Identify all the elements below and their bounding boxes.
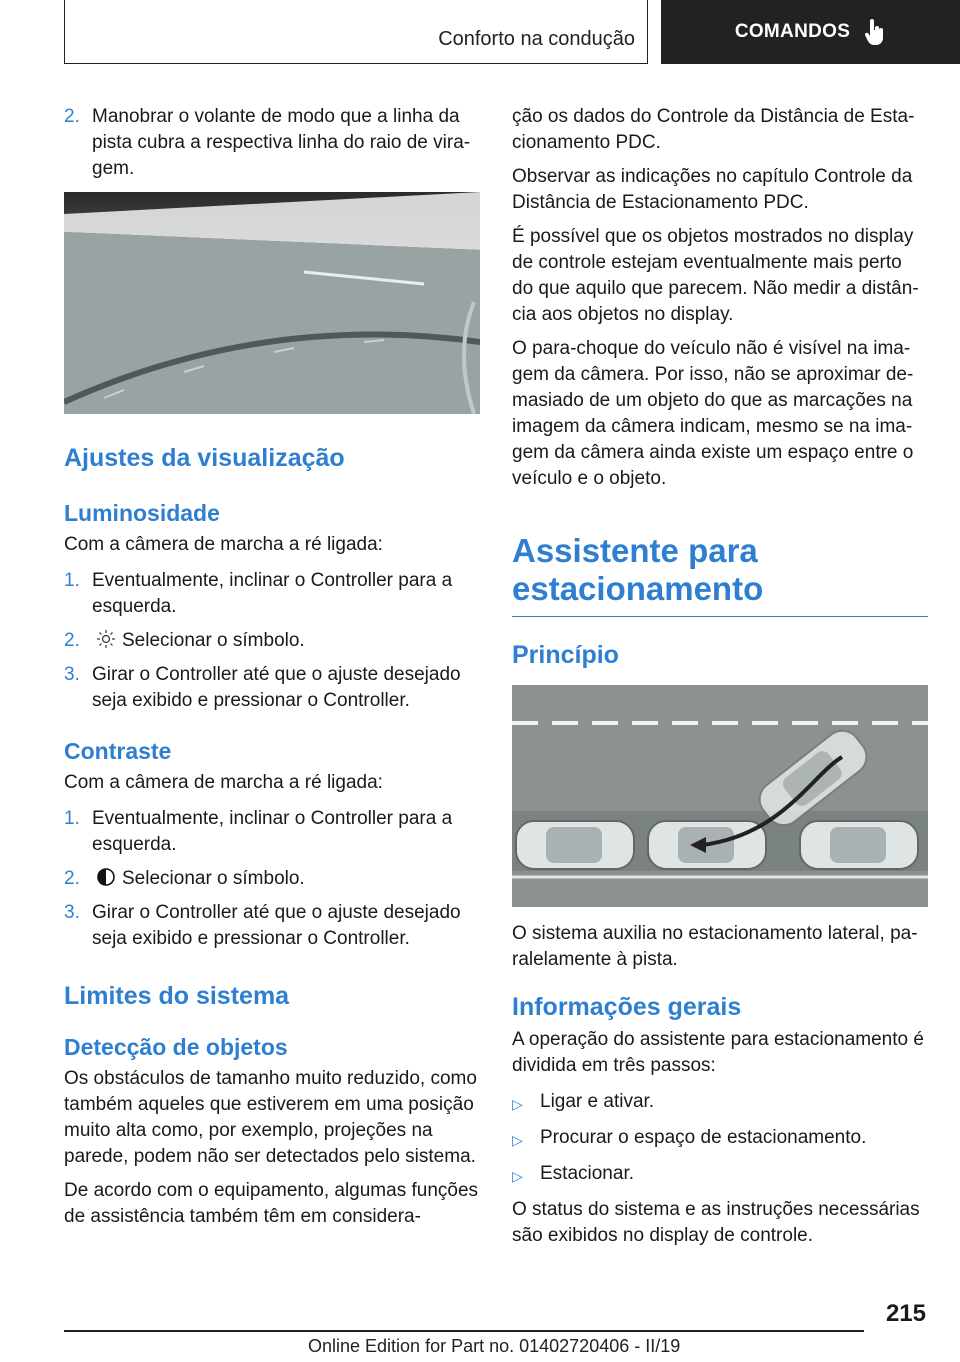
con-step-2 bbox=[64, 866, 480, 892]
status-text: O status do sistema e as instruções necessárias são exibidos no display de controle. bbox=[512, 1199, 920, 1246]
heading-deteccao: Detecção de objetos bbox=[64, 1034, 288, 1060]
info-text: A operação do assistente para estacionamento é dividida em três passos: bbox=[512, 1029, 924, 1076]
objects-paragraph: É possível que os objetos mostrados no display de controle estejam eventualmente mais perto do que aquilo que parecem. Não medir a distância aos objetos no display. bbox=[512, 226, 919, 325]
bullet-item bbox=[512, 1161, 928, 1189]
lum-step-2 bbox=[64, 628, 480, 654]
step-text: Selecionar o símbolo. bbox=[122, 868, 305, 889]
bullet-text: Estacionar. bbox=[540, 1163, 634, 1184]
footer-divider bbox=[64, 1330, 864, 1332]
principio-text: O sistema auxilia no estacionamento lateral, paralelamente à pista. bbox=[512, 923, 918, 970]
parking-assistant-image bbox=[512, 685, 928, 907]
deteccao-paragraph-1: Os obstáculos de tamanho muito reduzido, como também aqueles que estiverem em uma posição muito alta como, por exemplo, projeções na parede, podem não ser detectados pelo sistema. bbox=[64, 1068, 477, 1167]
triangle-bullet-icon: ▷ bbox=[512, 1168, 523, 1184]
step-number: 1. bbox=[64, 808, 80, 829]
heading-principio: Princípio bbox=[512, 641, 619, 669]
chapter-tab[interactable] bbox=[661, 0, 960, 64]
header-section-box bbox=[64, 0, 648, 64]
con-step-1 bbox=[64, 806, 480, 858]
step-number: 2. bbox=[64, 868, 80, 889]
edition-text: Online Edition for Part no. 01402720406 - II/19 bbox=[308, 1336, 681, 1356]
con-step-3 bbox=[64, 900, 480, 952]
bumper-paragraph: O para-choque do veículo não é visível na imagem da câmera. Por isso, não se aproximar demasiado de um objeto do que as marcações na imagem da câmera indicam, mesmo se na imagem da câmera ainda existe um espaço entre o veículo e o objeto. bbox=[512, 338, 914, 489]
step-number: 2. bbox=[64, 106, 80, 127]
heading-luminosidade: Luminosidade bbox=[64, 500, 220, 526]
hand-pointer-icon bbox=[864, 19, 886, 45]
step-text: Eventualmente, inclinar o Controller para a esquerda. bbox=[92, 808, 453, 855]
heading-informacoes: Informações gerais bbox=[512, 993, 742, 1021]
observe-paragraph: Observar as indicações no capítulo Controle da Distância de Estacionamento PDC. bbox=[512, 166, 913, 213]
parked-car-left bbox=[516, 821, 634, 869]
step-item bbox=[64, 104, 480, 182]
step-number: 2. bbox=[64, 630, 80, 651]
bullet-text: Procurar o espaço de estacionamento. bbox=[540, 1127, 867, 1148]
step-text: Manobrar o volante de modo que a linha da pista cubra a respectiva linha do raio de viragem. bbox=[92, 106, 471, 179]
step-text: Eventualmente, inclinar o Controller para a esquerda. bbox=[92, 570, 453, 617]
lum-step-3 bbox=[64, 662, 480, 714]
parking-illustration bbox=[512, 685, 928, 907]
chapter-tab-label: COMANDOS bbox=[734, 21, 851, 42]
bullet-text: Ligar e ativar. bbox=[540, 1091, 655, 1112]
luminosidade-intro: Com a câmera de marcha a ré ligada: bbox=[64, 534, 383, 555]
triangle-bullet-icon: ▷ bbox=[512, 1132, 523, 1148]
step-text: Girar o Controller até que o ajuste desejado seja exibido e pressionar o Controller. bbox=[92, 664, 461, 711]
brightness-icon bbox=[96, 629, 116, 649]
heading-contraste: Contraste bbox=[64, 738, 172, 764]
right-column bbox=[512, 104, 928, 1257]
bullet-item bbox=[512, 1125, 928, 1153]
heading-assistente: Assistente para estacionamento bbox=[512, 532, 928, 617]
pdc-paragraph: ção os dados do Controle da Distância de Estacionamento PDC. bbox=[512, 106, 915, 153]
step-number: 3. bbox=[64, 664, 80, 685]
lum-step-1 bbox=[64, 568, 480, 620]
step-number: 3. bbox=[64, 902, 80, 923]
contraste-intro: Com a câmera de marcha a ré ligada: bbox=[64, 772, 383, 793]
rear-camera-illustration bbox=[64, 192, 480, 414]
heading-limites: Limites do sistema bbox=[64, 982, 290, 1010]
parked-car-right bbox=[800, 821, 918, 869]
step-text: Girar o Controller até que o ajuste desejado seja exibido e pressionar o Controller. bbox=[92, 902, 461, 949]
page-header bbox=[64, 0, 960, 66]
triangle-bullet-icon: ▷ bbox=[512, 1096, 523, 1112]
heading-ajustes: Ajustes da visualização bbox=[64, 444, 345, 472]
step-text: Selecionar o símbolo. bbox=[122, 630, 305, 651]
step-number: 1. bbox=[64, 570, 80, 591]
contrast-icon bbox=[96, 867, 116, 887]
section-title: Conforto na condução bbox=[438, 28, 635, 50]
camera-view-image bbox=[64, 192, 480, 414]
deteccao-paragraph-2: De acordo com o equipamento, algumas funções de assistência também têm em considera- bbox=[64, 1180, 479, 1227]
page-number: 215 bbox=[885, 1300, 926, 1327]
bullet-item bbox=[512, 1089, 928, 1117]
left-column bbox=[64, 104, 480, 1238]
